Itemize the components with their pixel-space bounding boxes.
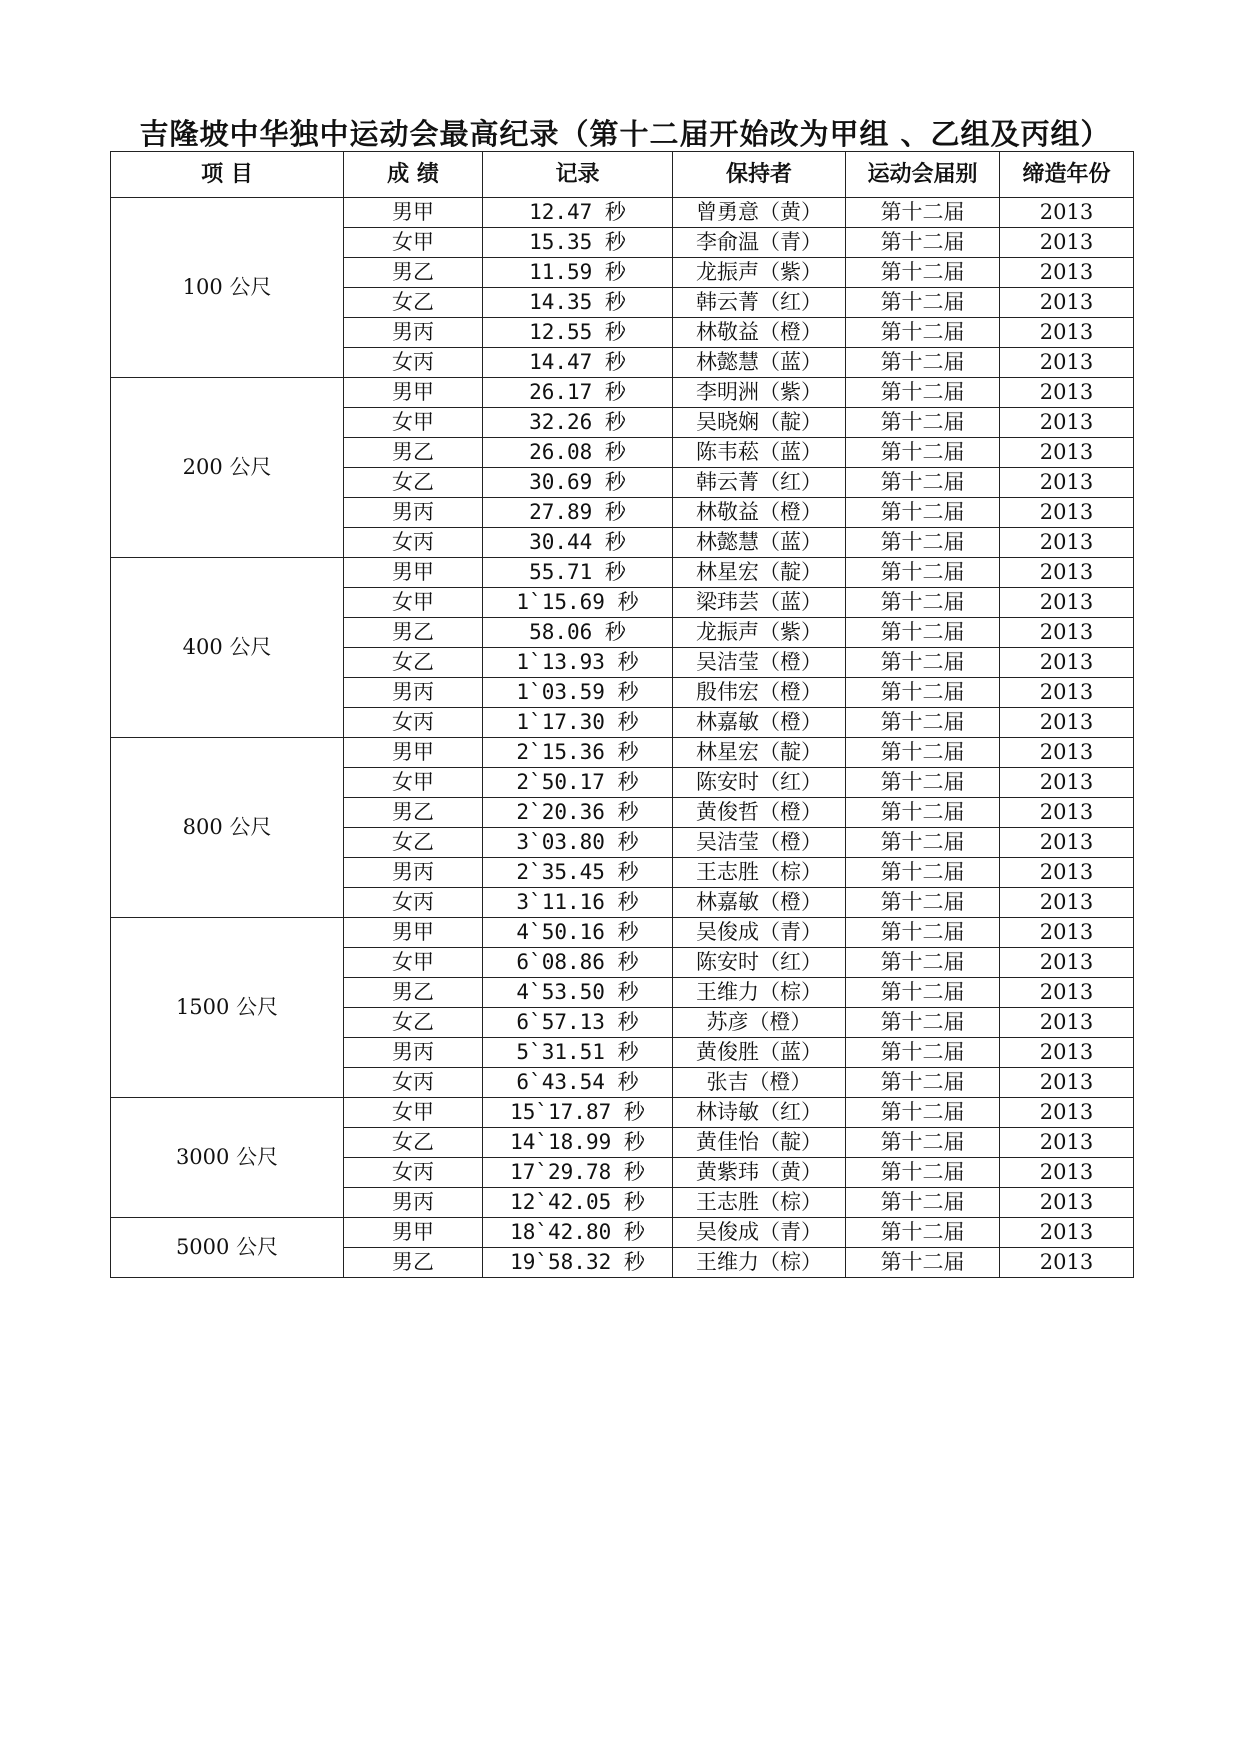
edition-cell: 第十二届 [846,198,1000,228]
year-cell: 2013 [1000,1158,1134,1188]
group-cell: 男乙 [344,438,483,468]
group-cell: 女丙 [344,708,483,738]
holder-cell: 梁玮芸（蓝） [673,588,846,618]
edition-cell: 第十二届 [846,798,1000,828]
records-body [111,198,1134,1278]
year-cell: 2013 [1000,1128,1134,1158]
header-event: 项 目 [111,152,344,198]
edition-cell: 第十二届 [846,1068,1000,1098]
record-cell: 14.35 秒 [483,288,673,318]
year-cell: 2013 [1000,948,1134,978]
edition-cell: 第十二届 [846,618,1000,648]
holder-cell: 王志胜（棕） [673,1188,846,1218]
holder-cell: 龙振声（紫） [673,618,846,648]
table-row [111,1098,1134,1128]
group-cell: 女丙 [344,348,483,378]
record-cell: 2`15.36 秒 [483,738,673,768]
year-cell: 2013 [1000,1008,1134,1038]
edition-cell: 第十二届 [846,438,1000,468]
header-group: 成 绩 [344,152,483,198]
holder-cell: 林诗敏（红） [673,1098,846,1128]
holder-cell: 苏彦（橙） [673,1008,846,1038]
group-cell: 女甲 [344,948,483,978]
edition-cell: 第十二届 [846,918,1000,948]
year-cell: 2013 [1000,708,1134,738]
edition-cell: 第十二届 [846,708,1000,738]
holder-cell: 林星宏（靛） [673,558,846,588]
record-cell: 3`03.80 秒 [483,828,673,858]
group-cell: 女丙 [344,1158,483,1188]
edition-cell: 第十二届 [846,408,1000,438]
edition-cell: 第十二届 [846,468,1000,498]
table-row [111,1218,1134,1248]
year-cell: 2013 [1000,558,1134,588]
holder-cell: 王维力（棕） [673,978,846,1008]
record-cell: 12.55 秒 [483,318,673,348]
year-cell: 2013 [1000,258,1134,288]
year-cell: 2013 [1000,798,1134,828]
holder-cell: 殷伟宏（橙） [673,678,846,708]
edition-cell: 第十二届 [846,1098,1000,1128]
group-cell: 男甲 [344,558,483,588]
edition-cell: 第十二届 [846,948,1000,978]
header-record: 记录 [483,152,673,198]
year-cell: 2013 [1000,978,1134,1008]
table-row [111,198,1134,228]
year-cell: 2013 [1000,828,1134,858]
edition-cell: 第十二届 [846,558,1000,588]
year-cell: 2013 [1000,768,1134,798]
record-cell: 19`58.32 秒 [483,1248,673,1278]
group-cell: 女丙 [344,1068,483,1098]
record-cell: 1`03.59 秒 [483,678,673,708]
record-cell: 3`11.16 秒 [483,888,673,918]
group-cell: 女丙 [344,528,483,558]
group-cell: 男乙 [344,258,483,288]
holder-cell: 陈安时（红） [673,948,846,978]
record-cell: 26.17 秒 [483,378,673,408]
edition-cell: 第十二届 [846,1158,1000,1188]
group-cell: 男甲 [344,918,483,948]
group-cell: 男甲 [344,198,483,228]
year-cell: 2013 [1000,1218,1134,1248]
holder-cell: 李俞温（青） [673,228,846,258]
group-cell: 女乙 [344,288,483,318]
record-cell: 55.71 秒 [483,558,673,588]
record-cell: 4`50.16 秒 [483,918,673,948]
record-cell: 17`29.78 秒 [483,1158,673,1188]
edition-cell: 第十二届 [846,648,1000,678]
event-name-cell: 3000 公尺 [111,1098,344,1218]
year-cell: 2013 [1000,588,1134,618]
group-cell: 女甲 [344,768,483,798]
group-cell: 女甲 [344,588,483,618]
record-cell: 2`20.36 秒 [483,798,673,828]
record-cell: 2`35.45 秒 [483,858,673,888]
group-cell: 男丙 [344,678,483,708]
holder-cell: 林星宏（靛） [673,738,846,768]
holder-cell: 张吉（橙） [673,1068,846,1098]
record-cell: 1`15.69 秒 [483,588,673,618]
edition-cell: 第十二届 [846,378,1000,408]
edition-cell: 第十二届 [846,318,1000,348]
year-cell: 2013 [1000,678,1134,708]
event-name-cell: 5000 公尺 [111,1218,344,1278]
edition-cell: 第十二届 [846,498,1000,528]
year-cell: 2013 [1000,618,1134,648]
group-cell: 女乙 [344,468,483,498]
edition-cell: 第十二届 [846,768,1000,798]
table-row [111,738,1134,768]
holder-cell: 李明洲（紫） [673,378,846,408]
year-cell: 2013 [1000,318,1134,348]
year-cell: 2013 [1000,858,1134,888]
group-cell: 女甲 [344,1098,483,1128]
event-name-cell: 200 公尺 [111,378,344,558]
group-cell: 男丙 [344,1038,483,1068]
holder-cell: 韩云菁（红） [673,468,846,498]
holder-cell: 黄俊哲（橙） [673,798,846,828]
holder-cell: 林嘉敏（橙） [673,888,846,918]
group-cell: 男乙 [344,618,483,648]
holder-cell: 林懿慧（蓝） [673,348,846,378]
holder-cell: 黄俊胜（蓝） [673,1038,846,1068]
table-row [111,918,1134,948]
holder-cell: 吴洁莹（橙） [673,828,846,858]
record-cell: 14.47 秒 [483,348,673,378]
group-cell: 女甲 [344,228,483,258]
edition-cell: 第十二届 [846,678,1000,708]
year-cell: 2013 [1000,528,1134,558]
holder-cell: 吴俊成（青） [673,1218,846,1248]
header-edition: 运动会届别 [846,152,1000,198]
record-cell: 12`42.05 秒 [483,1188,673,1218]
holder-cell: 林嘉敏（橙） [673,708,846,738]
header-holder: 保持者 [673,152,846,198]
holder-cell: 陈韦菘（蓝） [673,438,846,468]
event-name-cell: 1500 公尺 [111,918,344,1098]
holder-cell: 林敬益（橙） [673,498,846,528]
holder-cell: 陈安时（红） [673,768,846,798]
edition-cell: 第十二届 [846,828,1000,858]
year-cell: 2013 [1000,1248,1134,1278]
year-cell: 2013 [1000,498,1134,528]
record-cell: 2`50.17 秒 [483,768,673,798]
year-cell: 2013 [1000,1188,1134,1218]
header-year: 缔造年份 [1000,152,1134,198]
record-cell: 6`57.13 秒 [483,1008,673,1038]
holder-cell: 龙振声（紫） [673,258,846,288]
record-cell: 6`43.54 秒 [483,1068,673,1098]
edition-cell: 第十二届 [846,288,1000,318]
record-cell: 6`08.86 秒 [483,948,673,978]
edition-cell: 第十二届 [846,588,1000,618]
edition-cell: 第十二届 [846,1248,1000,1278]
group-cell: 女甲 [344,408,483,438]
edition-cell: 第十二届 [846,888,1000,918]
holder-cell: 曾勇意（黄） [673,198,846,228]
edition-cell: 第十二届 [846,258,1000,288]
holder-cell: 吴洁莹（橙） [673,648,846,678]
holder-cell: 王志胜（棕） [673,858,846,888]
year-cell: 2013 [1000,918,1134,948]
year-cell: 2013 [1000,378,1134,408]
group-cell: 男丙 [344,858,483,888]
year-cell: 2013 [1000,1038,1134,1068]
year-cell: 2013 [1000,198,1134,228]
group-cell: 男丙 [344,1188,483,1218]
record-cell: 30.69 秒 [483,468,673,498]
edition-cell: 第十二届 [846,978,1000,1008]
record-cell: 26.08 秒 [483,438,673,468]
holder-cell: 吴俊成（青） [673,918,846,948]
holder-cell: 王维力（棕） [673,1248,846,1278]
record-cell: 1`17.30 秒 [483,708,673,738]
year-cell: 2013 [1000,1068,1134,1098]
record-cell: 12.47 秒 [483,198,673,228]
group-cell: 男乙 [344,1248,483,1278]
event-name-cell: 800 公尺 [111,738,344,918]
edition-cell: 第十二届 [846,1038,1000,1068]
group-cell: 男甲 [344,738,483,768]
year-cell: 2013 [1000,648,1134,678]
edition-cell: 第十二届 [846,1128,1000,1158]
record-cell: 5`31.51 秒 [483,1038,673,1068]
edition-cell: 第十二届 [846,738,1000,768]
group-cell: 男乙 [344,978,483,1008]
record-cell: 14`18.99 秒 [483,1128,673,1158]
group-cell: 男丙 [344,498,483,528]
holder-cell: 吴晓娴（靛） [673,408,846,438]
group-cell: 女乙 [344,1128,483,1158]
holder-cell: 林敬益（橙） [673,318,846,348]
group-cell: 男甲 [344,378,483,408]
edition-cell: 第十二届 [846,1218,1000,1248]
edition-cell: 第十二届 [846,528,1000,558]
year-cell: 2013 [1000,408,1134,438]
record-cell: 58.06 秒 [483,618,673,648]
page-title: 吉隆坡中华独中运动会最高纪录（第十二届开始改为甲组 、乙组及丙组） [139,117,1111,151]
year-cell: 2013 [1000,228,1134,258]
edition-cell: 第十二届 [846,1188,1000,1218]
record-cell: 30.44 秒 [483,528,673,558]
year-cell: 2013 [1000,348,1134,378]
record-cell: 1`13.93 秒 [483,648,673,678]
table-row [111,558,1134,588]
edition-cell: 第十二届 [846,228,1000,258]
event-name-cell: 400 公尺 [111,558,344,738]
record-cell: 18`42.80 秒 [483,1218,673,1248]
year-cell: 2013 [1000,888,1134,918]
holder-cell: 黄紫玮（黄） [673,1158,846,1188]
record-cell: 32.26 秒 [483,408,673,438]
table-row [111,378,1134,408]
group-cell: 女乙 [344,648,483,678]
group-cell: 女乙 [344,828,483,858]
holder-cell: 林懿慧（蓝） [673,528,846,558]
record-cell: 4`53.50 秒 [483,978,673,1008]
year-cell: 2013 [1000,288,1134,318]
group-cell: 男丙 [344,318,483,348]
year-cell: 2013 [1000,438,1134,468]
year-cell: 2013 [1000,468,1134,498]
group-cell: 男乙 [344,798,483,828]
record-cell: 15`17.87 秒 [483,1098,673,1128]
holder-cell: 韩云菁（红） [673,288,846,318]
group-cell: 女丙 [344,888,483,918]
header-row [111,152,1134,198]
record-cell: 15.35 秒 [483,228,673,258]
record-cell: 11.59 秒 [483,258,673,288]
group-cell: 女乙 [344,1008,483,1038]
edition-cell: 第十二届 [846,348,1000,378]
year-cell: 2013 [1000,738,1134,768]
group-cell: 男甲 [344,1218,483,1248]
holder-cell: 黄佳怡（靛） [673,1128,846,1158]
edition-cell: 第十二届 [846,858,1000,888]
record-cell: 27.89 秒 [483,498,673,528]
records-table [110,151,1134,1278]
year-cell: 2013 [1000,1098,1134,1128]
edition-cell: 第十二届 [846,1008,1000,1038]
event-name-cell: 100 公尺 [111,198,344,378]
